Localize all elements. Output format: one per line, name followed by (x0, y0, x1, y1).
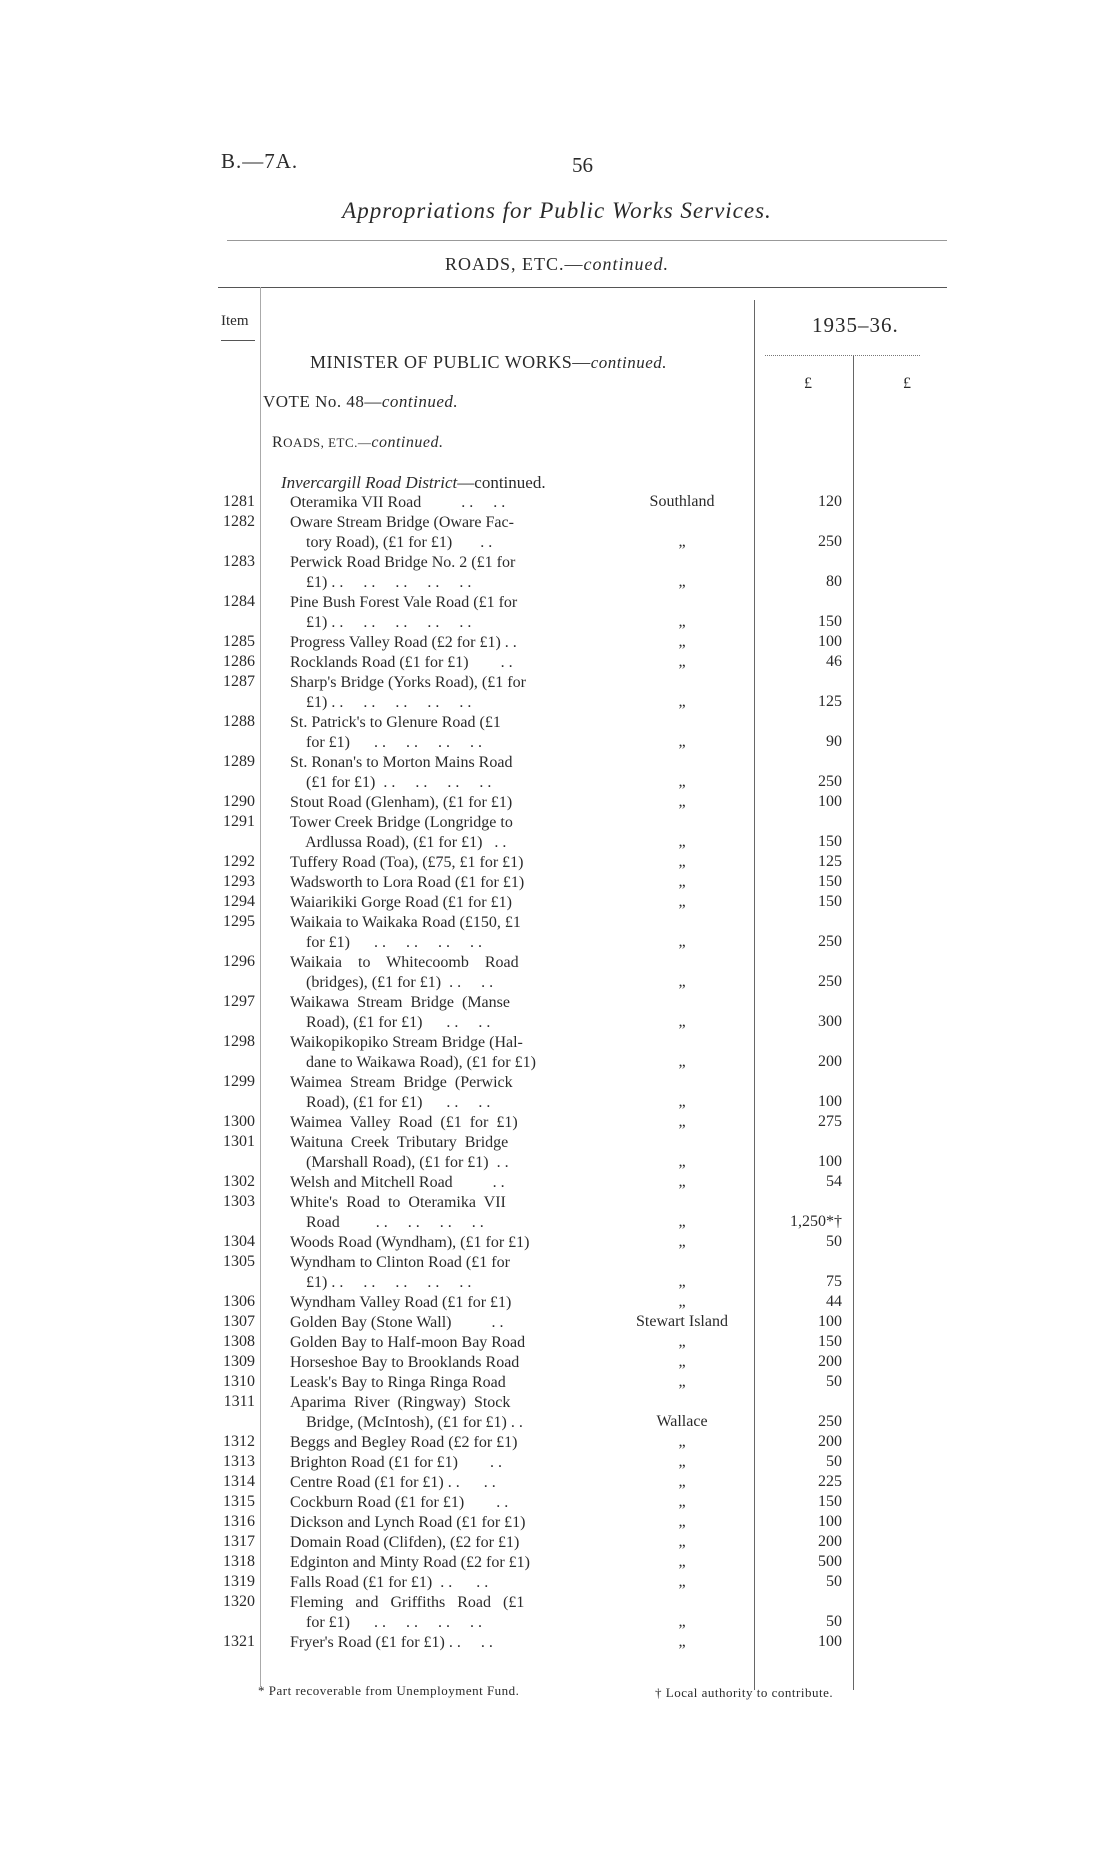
item-description: for £1) . . . . . . . . (290, 734, 482, 751)
item-description: St. Patrick's to Glenure Road (£1 (290, 714, 501, 731)
footnote-unemployment-fund: * Part recoverable from Unemployment Fund. (258, 1683, 520, 1698)
district-heading (281, 473, 546, 493)
item-description: Aparima River (Ringway) Stock (290, 1394, 511, 1411)
roads-continued: continued. (371, 434, 444, 451)
item-number: 1298 (223, 1033, 255, 1050)
item-amount: 250 (818, 973, 842, 990)
item-location: „ (678, 1173, 686, 1190)
item-description: Cockburn Road (£1 for £1) . . (290, 1494, 509, 1511)
item-location: „ (678, 1293, 686, 1310)
item-description: £1) . . . . . . . . . . (290, 614, 472, 631)
item-description: Oware Stream Bridge (Oware Fac- (290, 514, 514, 531)
item-location: „ (678, 1233, 686, 1250)
item-location: „ (678, 853, 686, 870)
item-number: 1284 (223, 593, 255, 610)
item-description: Dickson and Lynch Road (£1 for £1) (290, 1514, 526, 1531)
item-location: „ (678, 1053, 686, 1070)
title-rule (227, 240, 947, 241)
item-amount: 100 (818, 793, 842, 810)
item-number: 1306 (223, 1293, 255, 1310)
item-description: Road), (£1 for £1) . . . . (290, 1014, 491, 1031)
item-number: 1309 (223, 1353, 255, 1370)
item-amount: 44 (826, 1293, 842, 1310)
vote-continued: continued. (381, 392, 459, 411)
item-location: „ (678, 1213, 686, 1230)
roads-initial: R (272, 434, 284, 451)
item-column-header: Item (221, 313, 249, 329)
item-description: Falls Road (£1 for £1) . . . . (290, 1574, 489, 1591)
item-location: „ (678, 1493, 686, 1510)
item-amount: 50 (826, 1453, 842, 1470)
item-amount: 275 (818, 1113, 842, 1130)
item-location: „ (678, 1373, 686, 1390)
minister-label: MINISTER OF PUBLIC WORKS— (310, 352, 591, 372)
item-description: Waikawa Stream Bridge (Manse (290, 994, 510, 1011)
item-description: Domain Road (Clifden), (£2 for £1) (290, 1534, 520, 1551)
subtitle-continued: continued. (583, 254, 669, 274)
item-amount: 150 (818, 1333, 842, 1350)
item-column-divider (260, 287, 261, 1687)
item-location: „ (678, 613, 686, 630)
item-description: for £1) . . . . . . . . (290, 1614, 482, 1631)
page-number: 56 (572, 153, 593, 177)
item-description: (Marshall Road), (£1 for £1) . . (290, 1154, 509, 1171)
item-location: „ (678, 1153, 686, 1170)
vote-label: VOTE No. 48— (263, 392, 382, 411)
roads-label: OADS, ETC.— (283, 435, 372, 450)
item-amount: 125 (818, 853, 842, 870)
item-location: Southland (649, 493, 715, 510)
roads-subheading (272, 434, 443, 452)
item-description: Wadsworth to Lora Road (£1 for £1) (290, 874, 525, 891)
item-location: Stewart Island (636, 1313, 728, 1330)
item-location: „ (678, 893, 686, 910)
item-description: Brighton Road (£1 for £1) . . (290, 1454, 502, 1471)
item-amount: 50 (826, 1233, 842, 1250)
item-amount: 150 (818, 873, 842, 890)
amount-column-divider (853, 355, 854, 1690)
item-number: 1288 (223, 713, 255, 730)
item-location: „ (678, 1333, 686, 1350)
item-description: £1) . . . . . . . . . . (290, 574, 472, 591)
footnote-local-authority: † Local authority to contribute. (655, 1685, 834, 1700)
item-description: Golden Bay to Half-moon Bay Road (290, 1334, 526, 1351)
item-amount: 100 (818, 633, 842, 650)
item-description: £1) . . . . . . . . . . (290, 1274, 472, 1291)
item-number: 1303 (223, 1193, 255, 1210)
item-amount: 100 (818, 1313, 842, 1330)
item-number: 1318 (223, 1553, 255, 1570)
currency-header-2: £ (903, 375, 911, 392)
item-location: „ (678, 1433, 686, 1450)
item-description: Tuffery Road (Toa), (£75, £1 for £1) (290, 854, 524, 871)
item-description: Centre Road (£1 for £1) . . . . (290, 1474, 496, 1491)
item-description: Waikaia to Whitecoomb Road (290, 954, 519, 971)
item-amount: 100 (818, 1093, 842, 1110)
item-amount: 120 (818, 493, 842, 510)
item-location: „ (678, 533, 686, 550)
vote-heading (263, 392, 458, 412)
item-location: „ (678, 1613, 686, 1630)
item-description: Progress Valley Road (£2 for £1) . . (290, 634, 517, 651)
item-amount: 90 (826, 733, 842, 750)
item-location: „ (678, 1273, 686, 1290)
item-location: „ (678, 833, 686, 850)
item-location: „ (678, 1553, 686, 1570)
item-location: „ (678, 793, 686, 810)
item-description: Rocklands Road (£1 for £1) . . (290, 654, 513, 671)
item-description: St. Ronan's to Morton Mains Road (290, 754, 513, 771)
item-description: Woods Road (Wyndham), (£1 for £1) (290, 1234, 530, 1251)
item-amount: 200 (818, 1533, 842, 1550)
item-amount: 1,250*† (790, 1213, 842, 1230)
item-number: 1292 (223, 853, 255, 870)
item-number: 1308 (223, 1333, 255, 1350)
item-location: „ (678, 933, 686, 950)
minister-continued: continued. (590, 353, 667, 372)
item-location: „ (678, 1453, 686, 1470)
item-number: 1299 (223, 1073, 255, 1090)
item-description: Stout Road (Glenham), (£1 for £1) (290, 794, 513, 811)
item-location: „ (678, 1573, 686, 1590)
item-amount: 75 (826, 1273, 842, 1290)
item-number: 1316 (223, 1513, 255, 1530)
item-number: 1301 (223, 1133, 255, 1150)
item-amount: 125 (818, 693, 842, 710)
item-description: Waikopikopiko Stream Bridge (Hal- (290, 1034, 523, 1051)
item-description: Fleming and Griffiths Road (£1 (290, 1594, 525, 1611)
item-description: Wyndham to Clinton Road (£1 for (290, 1254, 510, 1271)
subtitle-main: ROADS, ETC.— (445, 254, 584, 274)
item-location: „ (678, 1013, 686, 1030)
item-description: tory Road), (£1 for £1) . . (290, 534, 493, 551)
item-amount: 54 (826, 1173, 842, 1190)
item-amount: 150 (818, 833, 842, 850)
item-number: 1289 (223, 753, 255, 770)
item-header-rule (221, 340, 255, 341)
item-amount: 150 (818, 1493, 842, 1510)
minister-heading (310, 352, 667, 373)
item-description: (bridges), (£1 for £1) . . . . (290, 974, 494, 991)
item-location: „ (678, 1353, 686, 1370)
item-description: Horseshoe Bay to Brooklands Road (290, 1354, 520, 1371)
item-number: 1285 (223, 633, 255, 650)
item-amount: 300 (818, 1013, 842, 1030)
item-amount: 46 (826, 653, 842, 670)
table-header-rule (218, 287, 947, 288)
item-description: £1) . . . . . . . . . . (290, 694, 472, 711)
item-number: 1312 (223, 1433, 255, 1450)
item-description: Fryer's Road (£1 for £1) . . . . (290, 1634, 493, 1651)
item-number: 1281 (223, 493, 255, 510)
item-number: 1307 (223, 1313, 255, 1330)
item-amount: 200 (818, 1353, 842, 1370)
district-continued: —continued. (457, 473, 546, 492)
item-number: 1302 (223, 1173, 255, 1190)
item-description: Waimea Stream Bridge (Perwick (290, 1074, 513, 1091)
item-description: Road . . . . . . . . (290, 1214, 484, 1231)
item-number: 1315 (223, 1493, 255, 1510)
item-number: 1296 (223, 953, 255, 970)
item-amount: 500 (818, 1553, 842, 1570)
item-location: „ (678, 1473, 686, 1490)
item-location: „ (678, 573, 686, 590)
item-location: „ (678, 773, 686, 790)
page-title: Appropriations for Public Works Services. (342, 198, 772, 223)
item-amount: 150 (818, 893, 842, 910)
item-number: 1282 (223, 513, 255, 530)
item-location: „ (678, 633, 686, 650)
item-description: Welsh and Mitchell Road . . (290, 1174, 505, 1191)
item-description: Perwick Road Bridge No. 2 (£1 for (290, 554, 516, 571)
item-amount: 250 (818, 533, 842, 550)
item-number: 1321 (223, 1633, 255, 1650)
item-description: (£1 for £1) . . . . . . . . (290, 774, 492, 791)
year-column-header: 1935–36. (812, 313, 899, 337)
item-description: Waimea Valley Road (£1 for £1) (290, 1114, 518, 1131)
item-number: 1305 (223, 1253, 255, 1270)
item-number: 1304 (223, 1233, 255, 1250)
item-amount: 80 (826, 573, 842, 590)
item-description: Road), (£1 for £1) . . . . (290, 1094, 491, 1111)
item-amount: 250 (818, 933, 842, 950)
item-amount: 100 (818, 1153, 842, 1170)
item-description: Edginton and Minty Road (£2 for £1) (290, 1554, 530, 1571)
item-description: White's Road to Oteramika VII (290, 1194, 506, 1211)
item-location: „ (678, 1513, 686, 1530)
item-number: 1290 (223, 793, 255, 810)
district-name: Invercargill Road District (281, 473, 458, 492)
item-number: 1320 (223, 1593, 255, 1610)
item-amount: 50 (826, 1573, 842, 1590)
item-location: „ (678, 693, 686, 710)
item-number: 1319 (223, 1573, 255, 1590)
item-description: Waiarikiki Gorge Road (£1 for £1) (290, 894, 512, 911)
item-description: Waituna Creek Tributary Bridge (290, 1134, 509, 1151)
item-number: 1313 (223, 1453, 255, 1470)
item-number: 1311 (223, 1393, 255, 1410)
item-number: 1310 (223, 1373, 255, 1390)
document-reference: B.—7A. (221, 149, 299, 173)
item-description: dane to Waikawa Road), (£1 for £1) (290, 1054, 536, 1071)
item-number: 1300 (223, 1113, 255, 1130)
item-location: „ (678, 733, 686, 750)
item-location: „ (678, 873, 686, 890)
item-description: Waikaia to Waikaka Road (£150, £1 (290, 914, 521, 931)
year-column-divider (754, 300, 755, 1690)
item-number: 1286 (223, 653, 255, 670)
item-number: 1317 (223, 1533, 255, 1550)
item-amount: 250 (818, 773, 842, 790)
item-amount: 50 (826, 1613, 842, 1630)
year-header-rule (765, 355, 920, 356)
item-description: Golden Bay (Stone Wall) . . (290, 1314, 504, 1331)
item-amount: 200 (818, 1433, 842, 1450)
item-number: 1294 (223, 893, 255, 910)
item-amount: 200 (818, 1053, 842, 1070)
item-location: „ (678, 1113, 686, 1130)
item-number: 1314 (223, 1473, 255, 1490)
item-location: Wallace (656, 1413, 708, 1430)
item-location: „ (678, 1633, 686, 1650)
item-description: Ardlussa Road), (£1 for £1) . . (290, 834, 507, 851)
item-description: Bridge, (McIntosh), (£1 for £1) . . (290, 1414, 523, 1431)
item-amount: 100 (818, 1633, 842, 1650)
item-number: 1295 (223, 913, 255, 930)
item-description: Beggs and Begley Road (£2 for £1) (290, 1434, 518, 1451)
item-description: Oteramika VII Road . . . . (290, 494, 506, 511)
item-description: Pine Bush Forest Vale Road (£1 for (290, 594, 518, 611)
item-location: „ (678, 973, 686, 990)
item-amount: 250 (818, 1413, 842, 1430)
item-amount: 50 (826, 1373, 842, 1390)
item-number: 1291 (223, 813, 255, 830)
item-number: 1287 (223, 673, 255, 690)
item-location: „ (678, 1533, 686, 1550)
section-subtitle (0, 254, 1114, 275)
item-amount: 100 (818, 1513, 842, 1530)
item-amount: 225 (818, 1473, 842, 1490)
item-description: Leask's Bay to Ringa Ringa Road (290, 1374, 506, 1391)
item-amount: 150 (818, 613, 842, 630)
item-location: „ (678, 1093, 686, 1110)
currency-header-1: £ (804, 375, 812, 392)
item-number: 1283 (223, 553, 255, 570)
item-number: 1297 (223, 993, 255, 1010)
item-description: for £1) . . . . . . . . (290, 934, 482, 951)
item-description: Wyndham Valley Road (£1 for £1) (290, 1294, 512, 1311)
item-description: Tower Creek Bridge (Longridge to (290, 814, 513, 831)
item-location: „ (678, 653, 686, 670)
item-description: Sharp's Bridge (Yorks Road), (£1 for (290, 674, 526, 691)
item-number: 1293 (223, 873, 255, 890)
